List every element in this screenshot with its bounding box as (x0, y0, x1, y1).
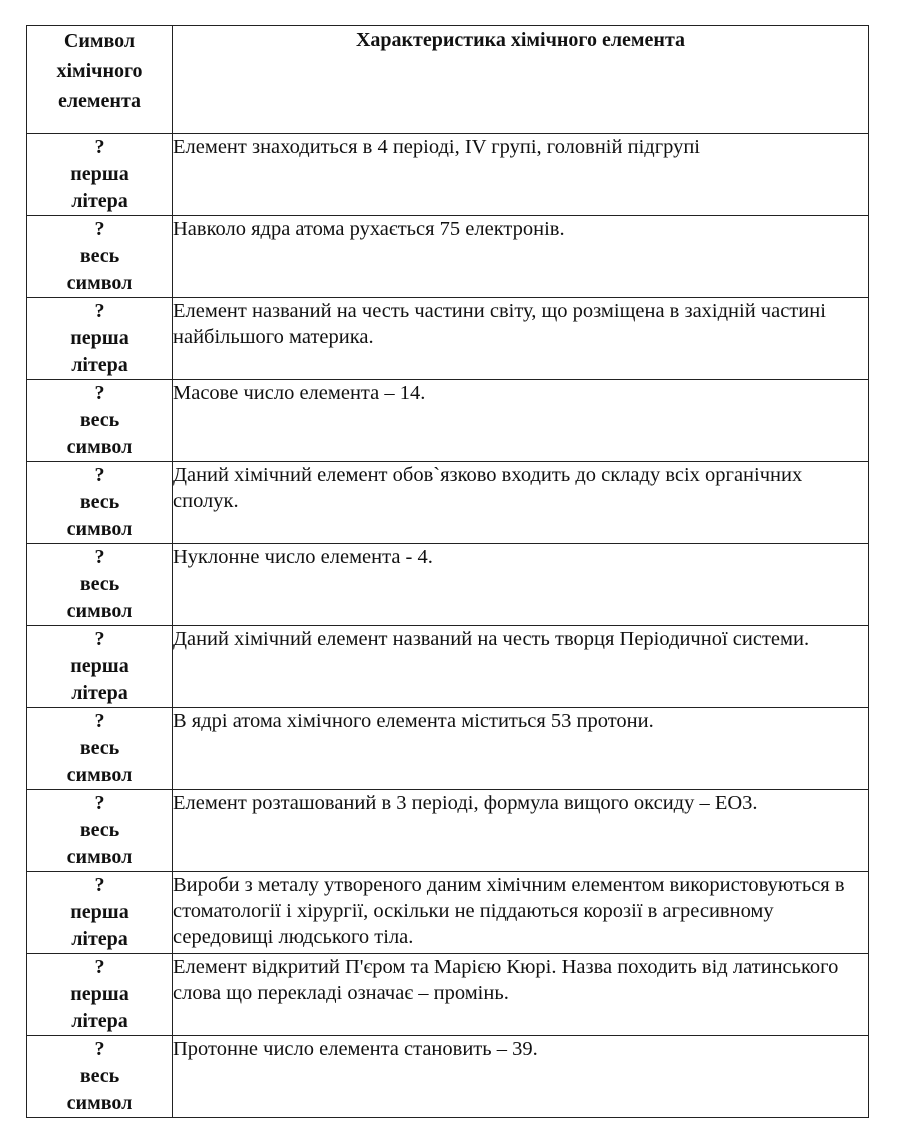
element-description: Елемент знаходиться в 4 періоді, IV групі, головній підгрупі (173, 134, 869, 216)
symbol-cell (27, 544, 173, 626)
table-header-row (27, 26, 869, 134)
symbol-hint: весь (79, 1065, 120, 1087)
symbol-cell (27, 626, 173, 708)
symbol-hint: весь (79, 819, 120, 841)
symbol-cell (27, 872, 173, 954)
element-description: Елемент розташований в 3 періоді, формула вищого оксиду – ЕО3. (173, 790, 869, 872)
symbol-hint: символ (66, 518, 133, 540)
element-description: Даний хімічний елемент названий на честь творця Періодичної системи. (173, 626, 869, 708)
question-mark: ? (94, 956, 105, 978)
question-mark: ? (94, 300, 105, 322)
table-row (27, 1036, 869, 1118)
symbol-hint: літера (71, 928, 128, 950)
symbol-hint: літера (71, 1010, 128, 1032)
symbol-hint: літера (71, 682, 128, 704)
table-row (27, 872, 869, 954)
question-mark: ? (94, 464, 105, 486)
table-row (27, 954, 869, 1036)
symbol-hint: символ (66, 600, 133, 622)
table-row (27, 626, 869, 708)
symbol-hint: символ (66, 436, 133, 458)
element-description: Навколо ядра атома рухається 75 електронів. (173, 216, 869, 298)
table-row (27, 380, 869, 462)
question-mark: ? (94, 382, 105, 404)
element-description: Нуклонне число елемента - 4. (173, 544, 869, 626)
element-description: Елемент названий на честь частини світу, що розміщена в західній частині найбільшого материка. (173, 298, 869, 380)
element-description: Масове число елемента – 14. (173, 380, 869, 462)
symbol-hint: перша (70, 983, 129, 1005)
symbol-cell (27, 708, 173, 790)
table-row (27, 216, 869, 298)
question-mark: ? (94, 792, 105, 814)
symbol-hint: весь (79, 573, 120, 595)
symbol-hint: весь (79, 737, 120, 759)
elements-table (26, 25, 869, 1118)
symbol-hint: перша (70, 655, 129, 677)
symbol-cell (27, 216, 173, 298)
symbol-cell (27, 298, 173, 380)
symbol-hint: весь (79, 409, 120, 431)
symbol-column-header: Символ хімічного елемента (27, 26, 173, 134)
question-mark: ? (94, 136, 105, 158)
table-row (27, 298, 869, 380)
table-row (27, 544, 869, 626)
symbol-cell (27, 790, 173, 872)
symbol-hint: весь (79, 491, 120, 513)
table-row (27, 790, 869, 872)
question-mark: ? (94, 628, 105, 650)
element-description: В ядрі атома хімічного елемента міститься 53 протони. (173, 708, 869, 790)
question-mark: ? (94, 874, 105, 896)
symbol-hint: символ (66, 764, 133, 786)
symbol-cell (27, 380, 173, 462)
symbol-hint: перша (70, 327, 129, 349)
symbol-hint: літера (71, 354, 128, 376)
table-row (27, 134, 869, 216)
element-description: Вироби з металу утвореного даним хімічним елементом використовуються в стоматології і хірургії, оскільки не піддаються корозії в агресивному середовищі людського тіла. (173, 872, 869, 954)
symbol-hint: літера (71, 190, 128, 212)
question-mark: ? (94, 546, 105, 568)
symbol-cell (27, 462, 173, 544)
element-description: Протонне число елемента становить – 39. (173, 1036, 869, 1118)
symbol-cell (27, 954, 173, 1036)
question-mark: ? (94, 1038, 105, 1060)
question-mark: ? (94, 218, 105, 240)
element-description: Елемент відкритий П'єром та Марією Кюрі. Назва походить від латинського слова що перекладі означає – промінь. (173, 954, 869, 1036)
symbol-hint: символ (66, 272, 133, 294)
symbol-cell (27, 1036, 173, 1118)
table-row (27, 462, 869, 544)
symbol-hint: символ (66, 1092, 133, 1114)
symbol-hint: перша (70, 163, 129, 185)
symbol-cell (27, 134, 173, 216)
symbol-hint: перша (70, 901, 129, 923)
symbol-hint: весь (79, 245, 120, 267)
description-column-header: Характеристика хімічного елемента (173, 26, 869, 134)
symbol-hint: символ (66, 846, 133, 868)
table-row (27, 708, 869, 790)
question-mark: ? (94, 710, 105, 732)
element-description: Даний хімічний елемент обов`язково входить до складу всіх органічних сполук. (173, 462, 869, 544)
